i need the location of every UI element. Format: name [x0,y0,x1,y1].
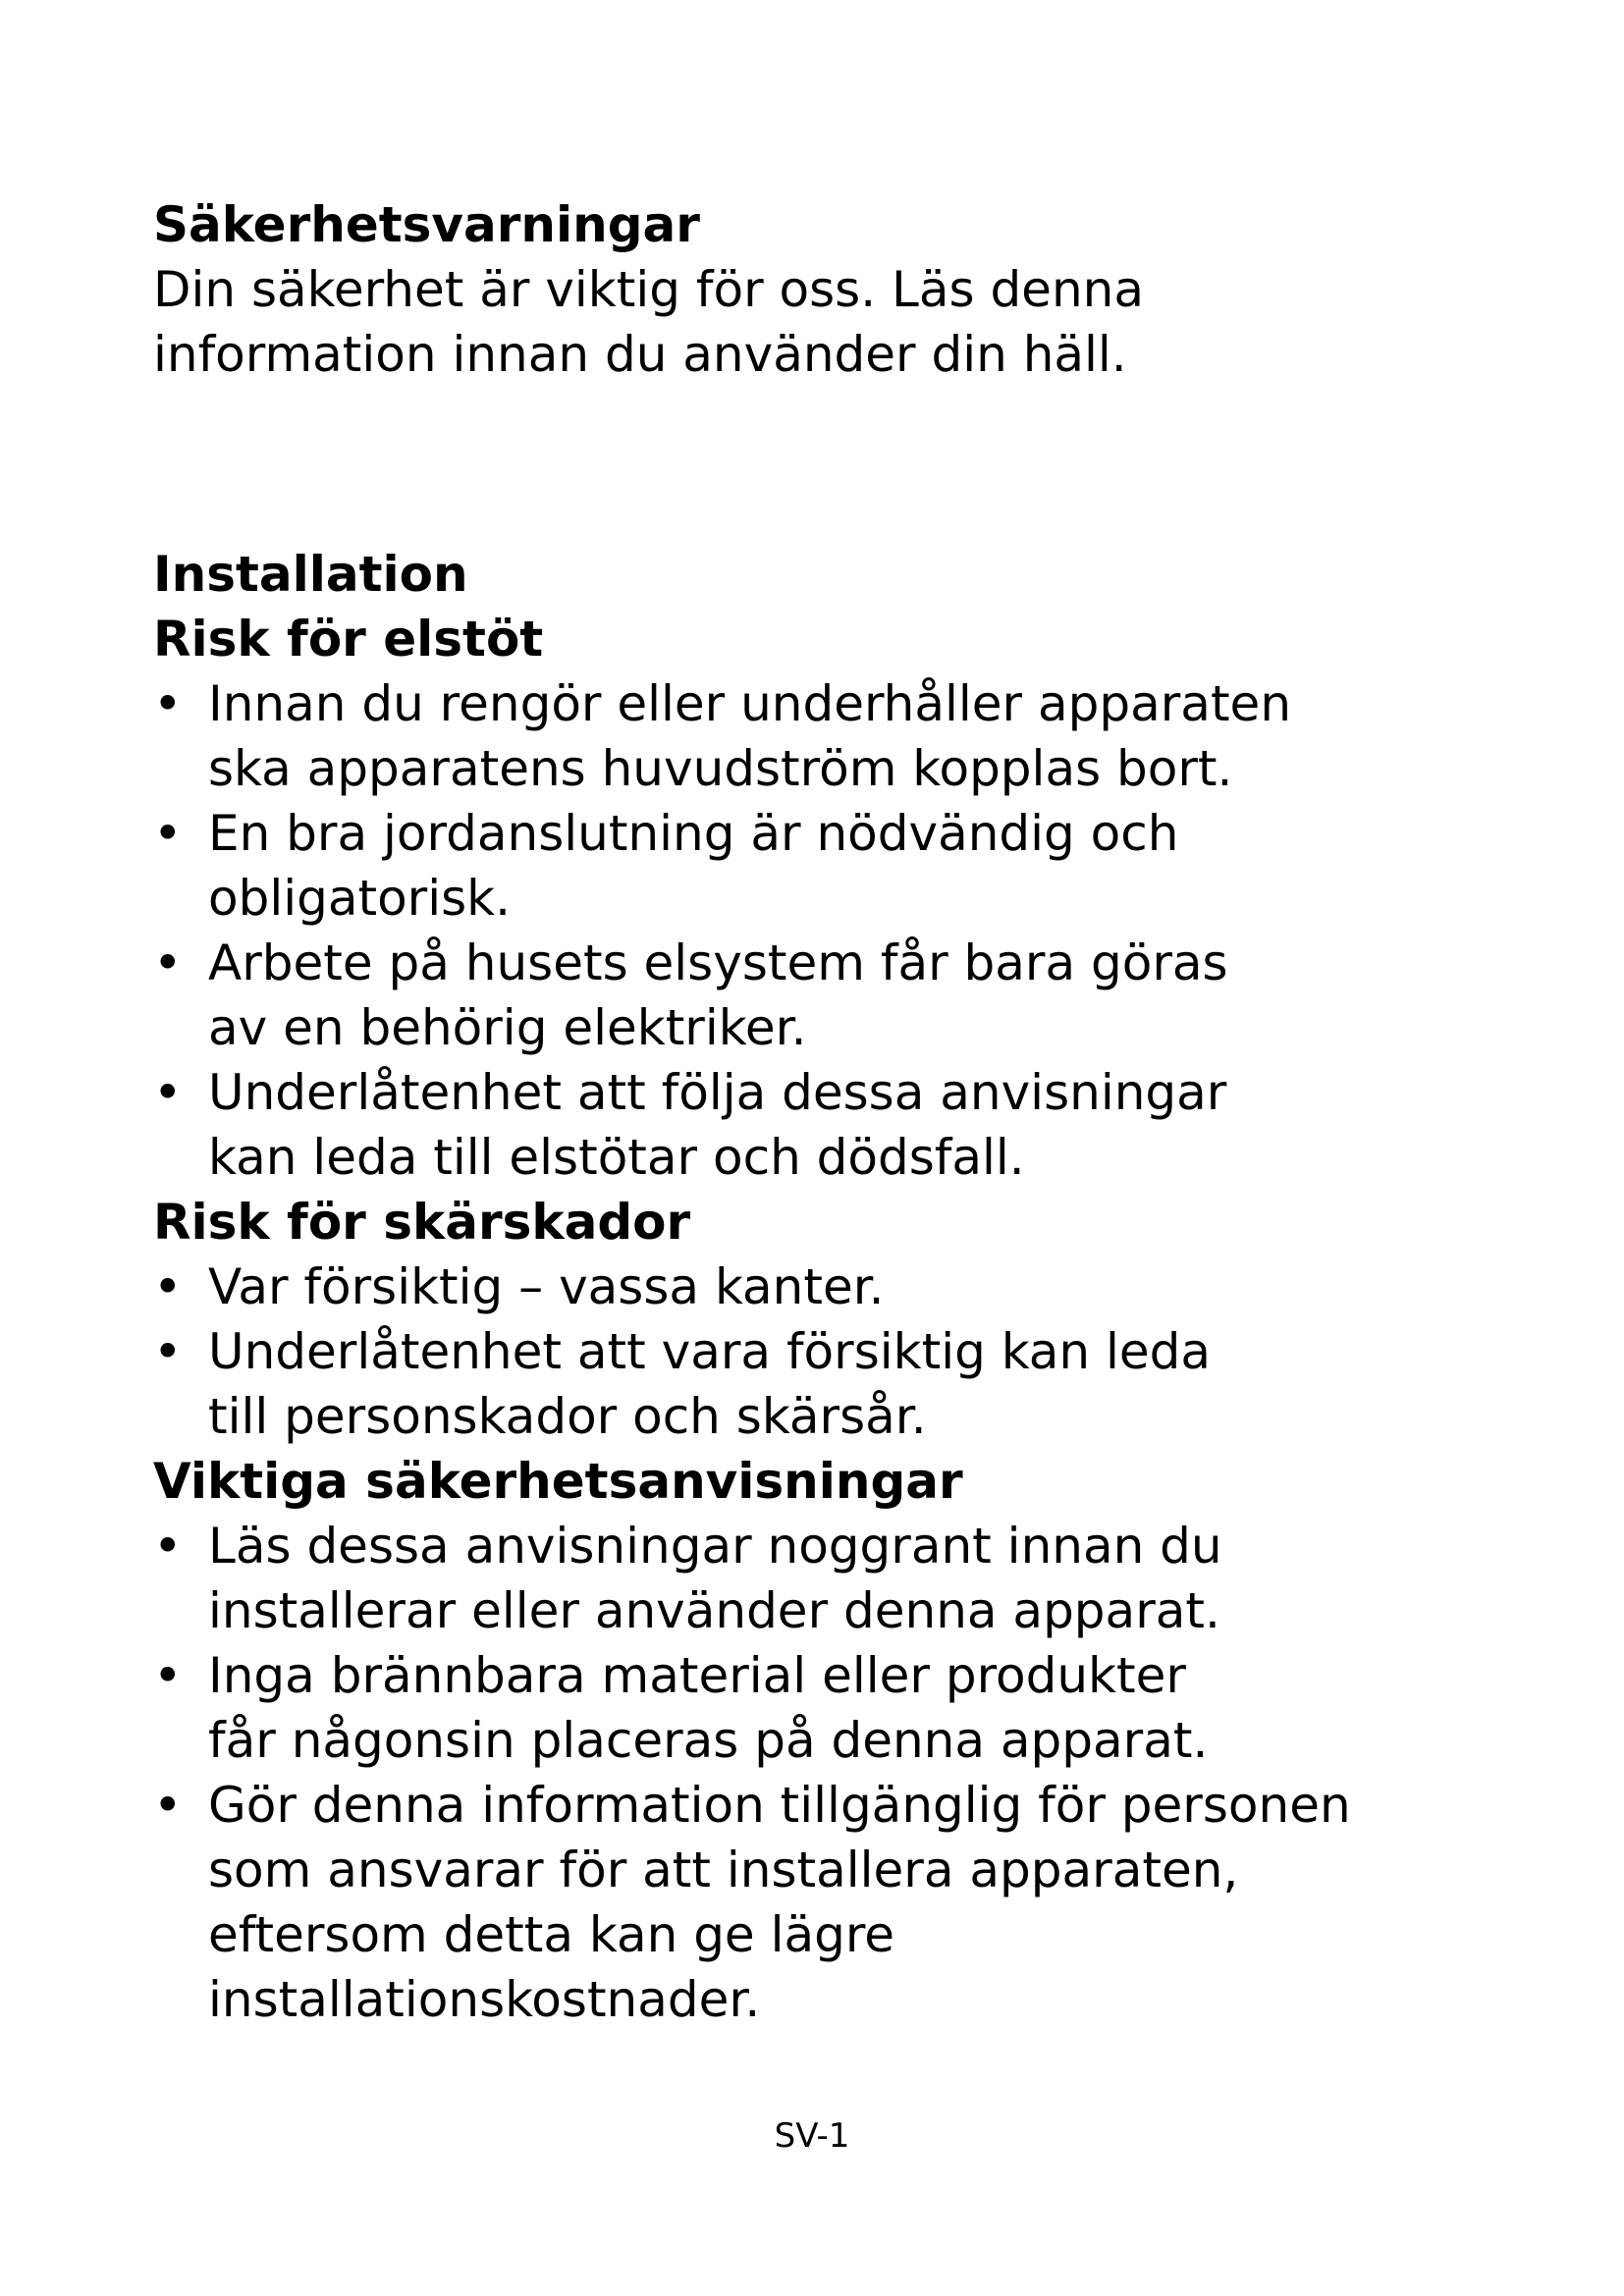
electric-shock-list [153,671,1291,1190]
bullet-icon: • [153,1647,183,1704]
list-item [153,801,1291,931]
list-item [153,1319,1211,1449]
list-item-text: En bra jordanslutning är nödvändig och obligatorisk. [208,805,1179,927]
bullet-icon: • [153,805,183,862]
list-item [153,671,1291,801]
installation-heading: Installation [153,546,468,603]
cut-risk-heading: Risk för skärskador [153,1194,691,1251]
important-safety-list [153,1514,1351,2032]
bullet-icon: • [153,1518,183,1575]
list-item-text: Innan du rengör eller underhåller apparaten ska apparatens huvudström kopplas bort. [208,675,1292,797]
list-item [153,931,1291,1060]
bullet-icon: • [153,1323,183,1380]
electric-shock-heading: Risk för elstöt [153,611,544,667]
list-item-text: Var försiktig – vassa kanter. [208,1258,885,1315]
safety-intro-line-1: Din säkerhet är viktig för oss. Läs denna [153,261,1144,318]
safety-warnings-heading: Säkerhetsvarningar [153,196,700,253]
bullet-icon: • [153,1258,183,1315]
list-item-text: Läs dessa anvisningar noggrant innan du installerar eller använder denna apparat. [208,1518,1222,1639]
safety-intro-line-2: information innan du använder din häll. [153,326,1127,383]
list-item-text: Inga brännbara material eller produkter får någonsin placeras på denna apparat. [208,1647,1209,1769]
list-item [153,1773,1351,2032]
list-item [153,1514,1351,1643]
bullet-icon: • [153,934,183,991]
important-safety-heading: Viktiga säkerhetsanvisningar [153,1453,963,1510]
list-item-text: Arbete på husets elsystem får bara göras av en behörig elektriker. [208,934,1228,1056]
list-item [153,1643,1351,1773]
list-item-text: Underlåtenhet att vara försiktig kan leda till personskador och skärsår. [208,1323,1212,1445]
bullet-icon: • [153,675,183,732]
list-item [153,1060,1291,1190]
bullet-icon: • [153,1064,183,1121]
cut-risk-list [153,1255,1211,1449]
list-item-text: Gör denna information tillgänglig för personen som ansvarar för att installera apparaten, eftersom detta kan ge lägre installationskostnader. [208,1777,1351,2028]
page-number: SV-1 [774,2116,850,2156]
bullet-icon: • [153,1777,183,1834]
list-item [153,1255,1211,1319]
list-item-text: Underlåtenhet att följa dessa anvisningar kan leda till elstötar och dödsfall. [208,1064,1227,1186]
